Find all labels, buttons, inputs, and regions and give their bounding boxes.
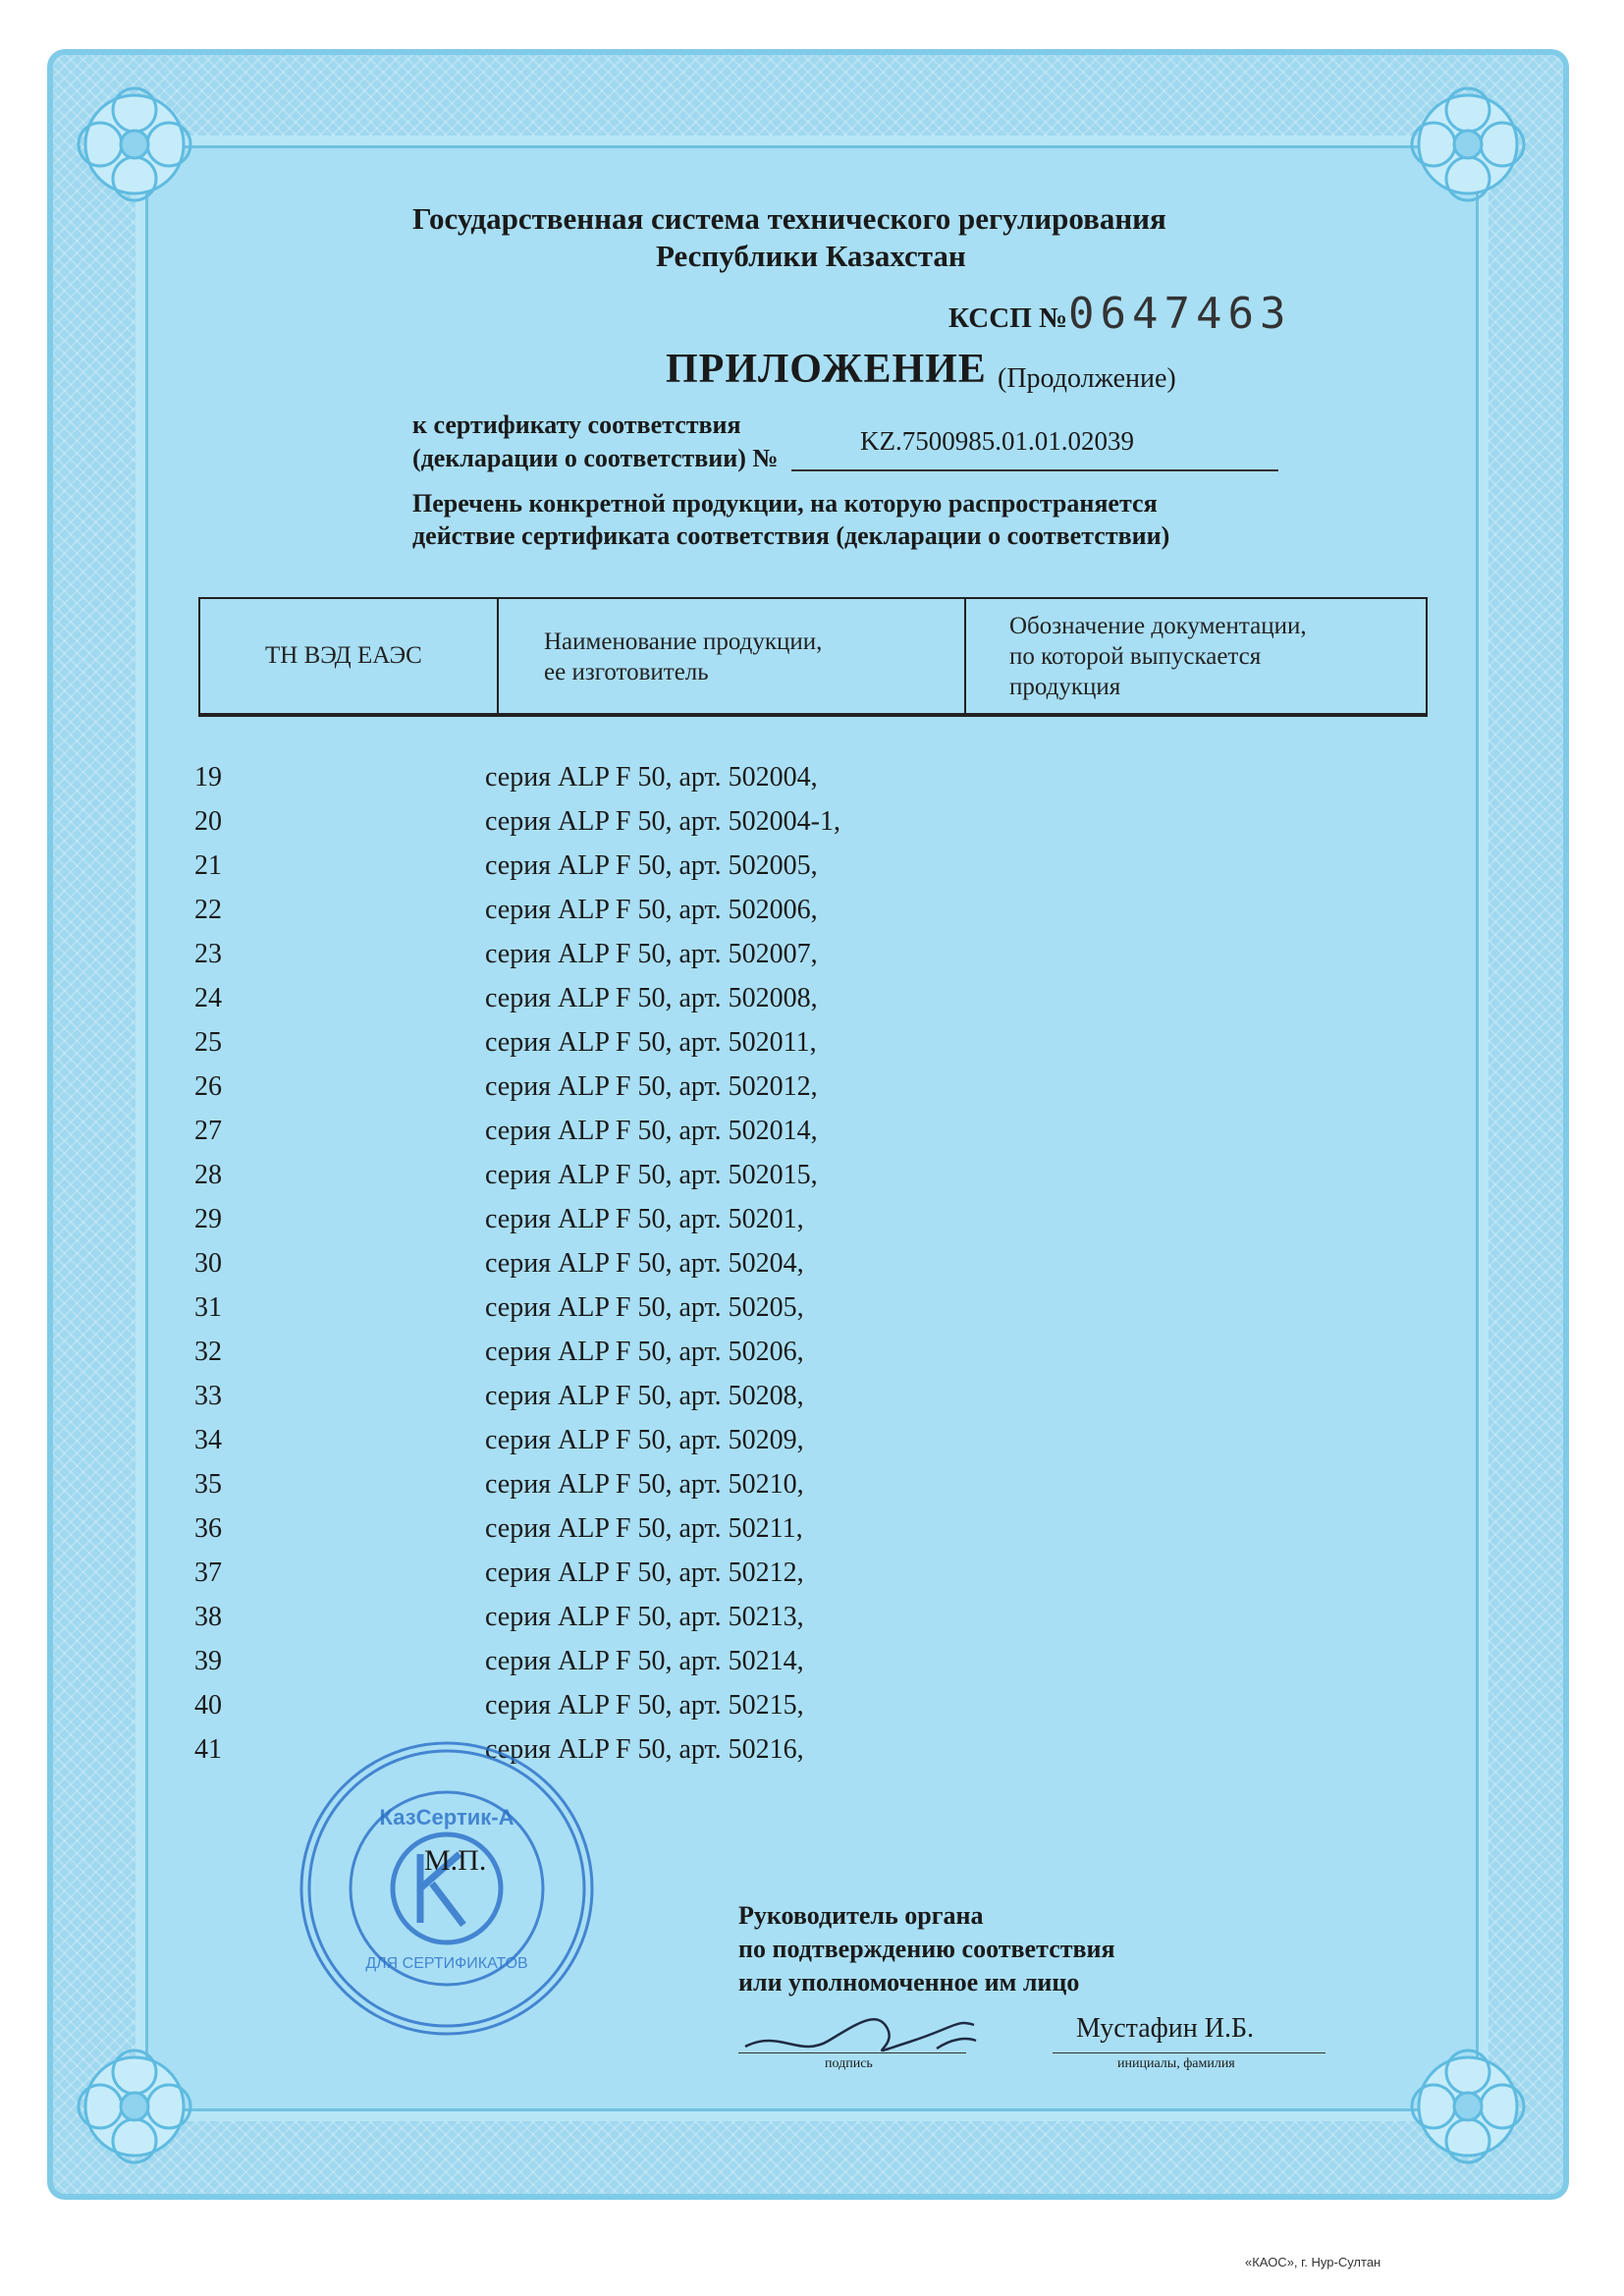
- row-product: серия ALP F 50, арт. 502004-1,: [485, 806, 841, 837]
- row-product: серия ALP F 50, арт. 502012,: [485, 1071, 818, 1102]
- signature-line: [738, 2052, 966, 2053]
- printer-imprint: «КАОС», г. Нур-Султан: [1245, 2255, 1381, 2269]
- column-tn-ved: [200, 599, 499, 715]
- column-header-tn-ved: ТН ВЭД ЕАЭС: [265, 642, 422, 669]
- stamp-place-label: М.П.: [424, 1844, 487, 1877]
- kssp-number: 0647463: [1068, 289, 1292, 339]
- certificate-label-line-2: (декларации о соответствии) №: [412, 444, 779, 472]
- list-item: [194, 1558, 1078, 1602]
- row-number: 38: [194, 1602, 222, 1632]
- rosette-ornament-icon: [1404, 2043, 1532, 2170]
- list-item: [194, 1646, 1078, 1690]
- row-number: 39: [194, 1646, 222, 1676]
- row-product: серия ALP F 50, арт. 50205,: [485, 1292, 804, 1323]
- column-documentation: [964, 599, 1426, 715]
- row-product: серия ALP F 50, арт. 50212,: [485, 1558, 804, 1588]
- column-header-doc-l3: продукция: [1009, 674, 1121, 700]
- row-product: серия ALP F 50, арт. 50216,: [485, 1734, 804, 1765]
- list-item: [194, 762, 1078, 806]
- column-header-product-l2: ее изготовитель: [544, 659, 709, 685]
- row-product: серия ALP F 50, арт. 50209,: [485, 1425, 804, 1455]
- list-item: [194, 1027, 1078, 1071]
- rosette-ornament-icon: [1404, 81, 1532, 208]
- list-item: [194, 1469, 1078, 1513]
- row-number: 29: [194, 1204, 222, 1234]
- list-item: [194, 1248, 1078, 1292]
- header-line-1: Государственная система технического регулирования: [412, 201, 1166, 236]
- kssp-label: КССП №: [948, 302, 1068, 334]
- signature-caption: подпись: [825, 2056, 873, 2071]
- row-number: 41: [194, 1734, 222, 1765]
- row-product: серия ALP F 50, арт. 502008,: [485, 983, 818, 1013]
- list-item: [194, 983, 1078, 1027]
- list-item: [194, 895, 1078, 939]
- row-number: 28: [194, 1160, 222, 1190]
- certificate-number: KZ.7500985.01.01.02039: [860, 426, 1134, 456]
- certificate-number-underline: [791, 469, 1278, 471]
- row-number: 30: [194, 1248, 222, 1279]
- list-item: [194, 939, 1078, 983]
- row-product: серия ALP F 50, арт. 502007,: [485, 939, 818, 969]
- row-product: серия ALP F 50, арт. 502011,: [485, 1027, 817, 1058]
- row-number: 37: [194, 1558, 222, 1588]
- list-item: [194, 1381, 1078, 1425]
- row-number: 22: [194, 895, 222, 925]
- row-number: 19: [194, 762, 222, 793]
- list-item: [194, 806, 1078, 850]
- list-item: [194, 1292, 1078, 1337]
- list-caption-line-2: действие сертификата соответствия (декларации о соответствии): [412, 521, 1170, 550]
- column-header-product-l1: Наименование продукции,: [544, 629, 823, 655]
- row-product: серия ALP F 50, арт. 50213,: [485, 1602, 804, 1632]
- certificate-label-line-1: к сертификату соответствия: [412, 410, 741, 439]
- list-caption-line-1: Перечень конкретной продукции, на которую распространяется: [412, 489, 1158, 518]
- row-number: 33: [194, 1381, 222, 1411]
- page-title: ПРИЛОЖЕНИЕ: [666, 347, 987, 392]
- table-bottom-rule: [198, 713, 1428, 715]
- column-header-doc-l1: Обозначение документации,: [1009, 613, 1307, 639]
- signatory-label-line-2: по подтверждению соответствия: [738, 1935, 1115, 1963]
- row-product: серия ALP F 50, арт. 50215,: [485, 1690, 804, 1721]
- rosette-ornament-icon: [71, 81, 198, 208]
- list-item: [194, 1690, 1078, 1734]
- list-item: [194, 1204, 1078, 1248]
- row-product: серия ALP F 50, арт. 50214,: [485, 1646, 804, 1676]
- list-item: [194, 1602, 1078, 1646]
- name-line: [1053, 2052, 1326, 2053]
- row-number: 21: [194, 850, 222, 881]
- row-product: серия ALP F 50, арт. 50206,: [485, 1337, 804, 1367]
- signatory-name: Мустафин И.Б.: [1076, 2013, 1255, 2044]
- row-product: серия ALP F 50, арт. 502006,: [485, 895, 818, 925]
- row-product: серия ALP F 50, арт. 50210,: [485, 1469, 804, 1500]
- list-item: [194, 1513, 1078, 1558]
- list-item: [194, 1337, 1078, 1381]
- list-item: [194, 1116, 1078, 1160]
- list-item: [194, 1071, 1078, 1116]
- row-product: серия ALP F 50, арт. 50201,: [485, 1204, 804, 1234]
- row-product: серия ALP F 50, арт. 502015,: [485, 1160, 818, 1190]
- rosette-ornament-icon: [71, 2043, 198, 2170]
- title-continuation: (Продолжение): [998, 363, 1176, 394]
- header-line-2: Республики Казахстан: [656, 239, 966, 273]
- row-number: 24: [194, 983, 222, 1013]
- row-number: 36: [194, 1513, 222, 1544]
- name-caption: инициалы, фамилия: [1117, 2056, 1235, 2071]
- list-item: [194, 1160, 1078, 1204]
- signatory-label-line-3: или уполномоченное им лицо: [738, 1968, 1080, 1996]
- column-product-name: [497, 599, 966, 715]
- signatory-label-line-1: Руководитель органа: [738, 1901, 984, 1930]
- row-number: 26: [194, 1071, 222, 1102]
- row-product: серия ALP F 50, арт. 50208,: [485, 1381, 804, 1411]
- row-number: 27: [194, 1116, 222, 1146]
- row-product: серия ALP F 50, арт. 50204,: [485, 1248, 804, 1279]
- row-number: 35: [194, 1469, 222, 1500]
- row-number: 31: [194, 1292, 222, 1323]
- row-number: 20: [194, 806, 222, 837]
- product-table-header: [198, 597, 1428, 717]
- row-product: серия ALP F 50, арт. 502004,: [485, 762, 818, 793]
- list-item: [194, 1425, 1078, 1469]
- row-product: серия ALP F 50, арт. 502005,: [485, 850, 818, 881]
- official-stamp: [295, 1736, 599, 2041]
- row-number: 34: [194, 1425, 222, 1455]
- row-number: 32: [194, 1337, 222, 1367]
- row-number: 40: [194, 1690, 222, 1721]
- row-product: серия ALP F 50, арт. 502014,: [485, 1116, 818, 1146]
- row-product: серия ALP F 50, арт. 50211,: [485, 1513, 803, 1544]
- column-header-doc-l2: по которой выпускается: [1009, 643, 1262, 670]
- stamp-brand-text: КазСертик-А: [379, 1805, 514, 1830]
- row-number: 23: [194, 939, 222, 969]
- stamp-purpose-text: ДЛЯ СЕРТИФИКАТОВ: [365, 1955, 528, 1972]
- list-item: [194, 850, 1078, 895]
- row-number: 25: [194, 1027, 222, 1058]
